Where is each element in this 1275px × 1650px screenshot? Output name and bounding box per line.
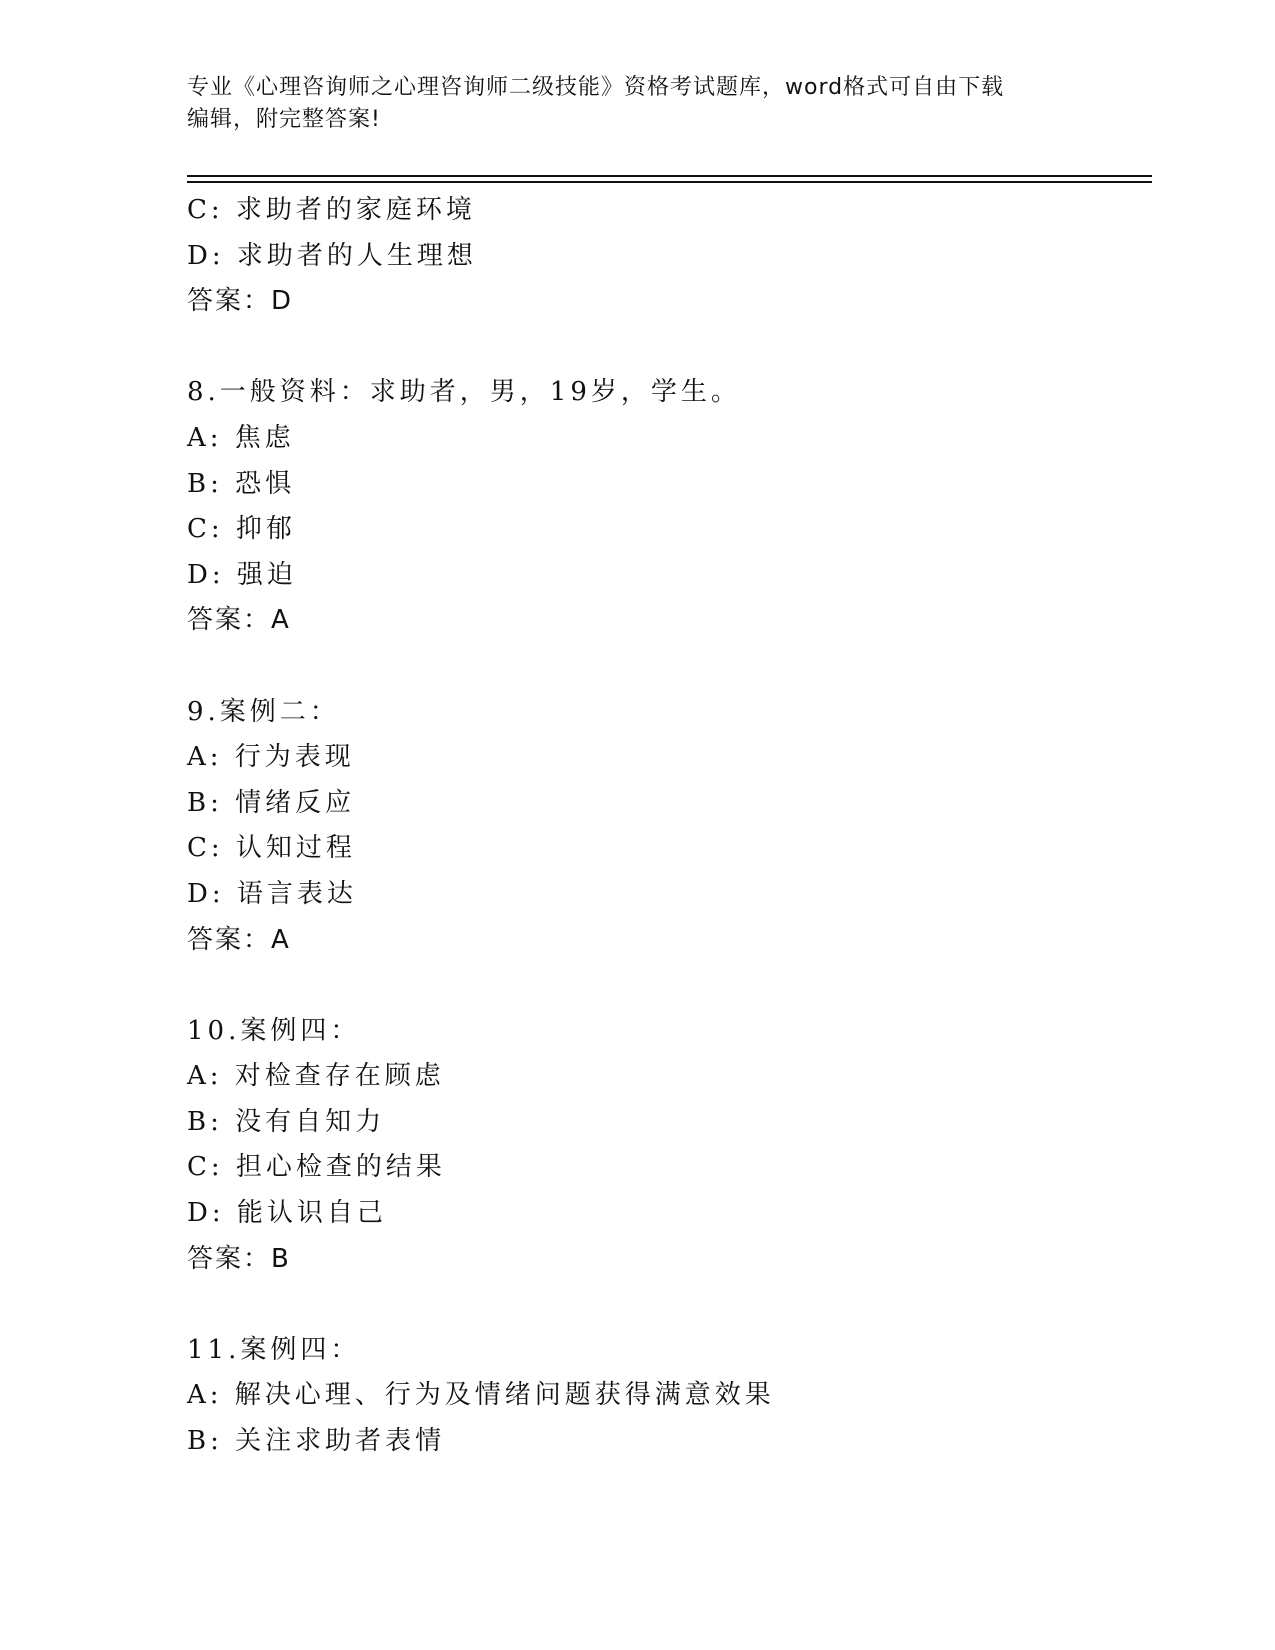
option-d: D: 求助者的人生理想 bbox=[187, 240, 477, 271]
question-text: 10.案例四： bbox=[187, 1015, 361, 1046]
document-header bbox=[187, 72, 1067, 136]
option-b: B: 情绪反应 bbox=[187, 787, 356, 818]
answer: 答案：A bbox=[187, 924, 291, 955]
option-d: D: 强迫 bbox=[187, 559, 297, 590]
question-block-8 bbox=[187, 370, 1147, 644]
option-c: C: 抑郁 bbox=[187, 514, 296, 545]
option-b: B: 恐惧 bbox=[187, 468, 296, 499]
answer: 答案：A bbox=[187, 605, 291, 636]
option-b: B: 关注求助者表情 bbox=[187, 1426, 446, 1457]
option-c: C: 认知过程 bbox=[187, 833, 356, 864]
question-block-11 bbox=[187, 1328, 1147, 1465]
answer: 答案：B bbox=[187, 1243, 291, 1274]
option-a: A: 焦虑 bbox=[187, 422, 295, 453]
option-d: D: 语言表达 bbox=[187, 878, 357, 909]
question-text: 9.案例二： bbox=[187, 696, 340, 727]
question-block-9 bbox=[187, 690, 1147, 964]
header-line-1: 专业《心理咨询师之心理咨询师二级技能》资格考试题库，word格式可自由下载 bbox=[187, 75, 1005, 100]
question-block-7 bbox=[187, 188, 1147, 325]
question-text: 8.一般资料：求助者，男，19岁，学生。 bbox=[187, 377, 741, 408]
option-b: B: 没有自知力 bbox=[187, 1106, 386, 1137]
question-list bbox=[187, 188, 1147, 1465]
option-c: C: 担心检查的结果 bbox=[187, 1152, 446, 1183]
option-a: A: 解决心理、行为及情绪问题获得满意效果 bbox=[187, 1380, 775, 1411]
option-a: A: 行为表现 bbox=[187, 742, 355, 773]
option-a: A: 对检查存在顾虑 bbox=[187, 1061, 445, 1092]
answer: 答案：D bbox=[187, 286, 294, 317]
option-c: C: 求助者的家庭环境 bbox=[187, 195, 476, 225]
header-rule-bottom bbox=[187, 181, 1152, 183]
option-d: D: 能认识自己 bbox=[187, 1198, 387, 1229]
question-block-10 bbox=[187, 1009, 1147, 1283]
header-rule-top bbox=[187, 175, 1152, 177]
header-line-2: 编辑，附完整答案! bbox=[187, 107, 381, 132]
question-text: 11.案例四： bbox=[187, 1334, 361, 1365]
